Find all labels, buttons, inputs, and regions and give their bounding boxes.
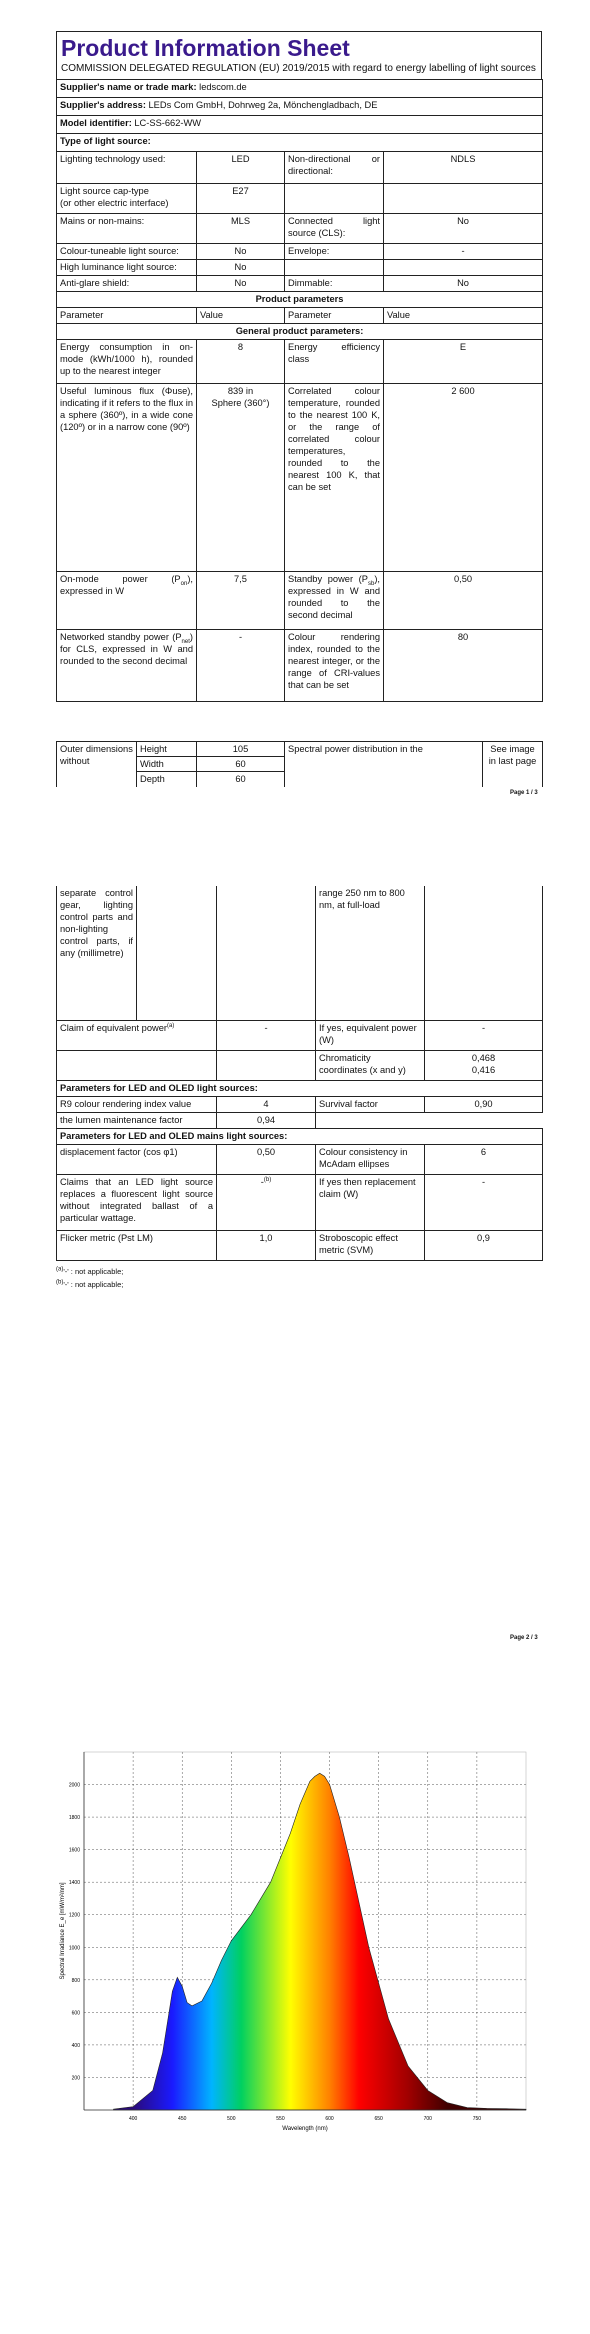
light-source-section: Type of light source: — [57, 134, 543, 152]
spectral-distribution-chart — [54, 1730, 544, 2140]
general-params-section: General product parameters: — [57, 324, 543, 340]
anti-glare-row: Anti-glare shield: No Dimmable: No — [57, 276, 543, 292]
model-identifier: LC-SS-662-WW — [134, 118, 202, 128]
tech-row: Lighting technology used: LED Non-directional or directional: NDLS — [57, 152, 543, 184]
colour-tuneable-row: Colour-tuneable light source: No Envelope: - — [57, 244, 543, 260]
x-tick-label: 750 — [472, 2116, 482, 2122]
x-tick-label: 650 — [374, 2116, 383, 2122]
chromaticity-row: Chromaticity coordinates (x and y) 0,468 0,416 — [57, 1050, 543, 1080]
y-tick-label: 1600 — [68, 1847, 80, 1854]
page-number-2: Page 2 / 3 — [510, 1635, 538, 1641]
high-luminance-row: High luminance light source: No — [57, 260, 543, 276]
x-axis-label: Wavelength (nm) — [282, 2126, 328, 2132]
flicker-row: Flicker metric (Pst LM) 1,0 Stroboscopic effect metric (SVM) 0,9 — [57, 1230, 543, 1260]
networked-row: Networked standby power $(P_{net})$ for CLS, expressed in W and rounded to the second decimal - Colour rendering index, rounded to the nearest integer, or the range of CRI-values that can be set 80 — [57, 630, 543, 702]
width-row: Width 60 — [57, 757, 543, 772]
dimensions-continued-row: separate control gear, lighting control parts and non-lighting control parts, if any (millimetre) range 250 nm to 800 nm, at full-load — [57, 886, 543, 1020]
footnote-a: $^{(a)}$'-' : not applicable; — [56, 1266, 124, 1276]
footnotes — [56, 1265, 542, 1291]
page-1 — [56, 31, 542, 702]
y-tick-label: 1400 — [68, 1880, 80, 1887]
energy-row: Energy consumption in on-mode (kWh/1000 h), rounded up to the nearest integer 8 Energy efficiency class E — [57, 340, 543, 384]
flux-row: Useful luminous flux (Φuse), indicating if it refers to the flux in a sphere (360º), in a wide cone (120º) or in a narrow cone (90º) 839 in Sphere (360°) Correlated colour temperature, rounded to the nearest 100 K, or the range of correlated colour temperatures, rounded to the nearest 100 K, that can be set 2 600 — [57, 384, 543, 572]
depth-row: Depth 60 — [57, 772, 543, 787]
supplier-address: LEDs Com GmbH, Dohrweg 2a, Mönchengladbach, DE — [148, 100, 378, 110]
supplier-address-row: Supplier's address: LEDs Com GmbH, Dohrweg 2a, Mönchengladbach, DE — [57, 98, 543, 116]
y-tick-label: 600 — [71, 2010, 80, 2017]
supplier-name: ledscom.de — [199, 82, 247, 92]
x-tick-label: 450 — [178, 2116, 187, 2122]
y-tick-label: 800 — [71, 1977, 80, 1984]
regulation-subtitle: COMMISSION DELEGATED REGULATION (EU) 2019/2015 with regard to energy labelling of light sources — [61, 63, 536, 74]
y-tick-label: 1800 — [68, 1815, 80, 1822]
y-axis-label: Spectral Irradiance E_e [mW/m²/nm] — [60, 1882, 66, 1980]
y-tick-label: 2000 — [68, 1782, 80, 1789]
sheet-header — [56, 31, 542, 79]
displacement-row: displacement factor (cos φ1) 0,50 Colour consistency in McAdam ellipses 6 — [57, 1144, 543, 1174]
equivalent-power-row: Claim of equivalent power$^{(a)}$ - If yes, equivalent power (W) - — [57, 1020, 543, 1050]
y-tick-label: 1000 — [68, 1945, 80, 1952]
y-tick-label: 400 — [71, 2042, 80, 2049]
chroma-y: 0,416 — [471, 1064, 496, 1075]
lumen-maintenance-row: the lumen maintenance factor 0,94 — [57, 1112, 543, 1128]
power-row: On-mode power $(P_{on})$, expressed in W 7,5 Standby power $(P_{sb})$, expressed in W and rounded to the second decimal 0,50 — [57, 572, 543, 630]
mains-row: Mains or non-mains: MLS Connected light source (CLS): No — [57, 214, 543, 244]
claims-row: Claims that an LED light source replaces a fluorescent light source without integrated ballast of a particular wattage. -$^{(b)}$ If yes then replacement claim (W) - — [57, 1174, 543, 1230]
x-tick-label: 600 — [325, 2116, 334, 2122]
x-tick-label: 500 — [227, 2116, 236, 2122]
x-tick-label: 700 — [423, 2116, 432, 2122]
page-number-1: Page 1 / 3 — [510, 790, 538, 796]
chroma-x: 0,468 — [471, 1052, 496, 1063]
supplier-name-row: Supplier's name or trade mark: ledscom.de — [57, 80, 543, 98]
spectrum-area — [113, 1773, 526, 2110]
params-header-row: Parameter Value Parameter Value — [57, 308, 543, 324]
x-tick-label: 550 — [276, 2116, 285, 2122]
height-row: Outer dimensions without Height 105 Spectral power distribution in the See image in last page — [57, 742, 543, 757]
page-title: Product Information Sheet — [61, 35, 350, 61]
y-tick-label: 1200 — [68, 1912, 80, 1919]
y-tick-label: 200 — [71, 2075, 80, 2082]
model-row: Model identifier: LC-SS-662-WW — [57, 116, 543, 134]
r9-row: R9 colour rendering index value 4 Survival factor 0,90 — [57, 1096, 543, 1112]
product-params-section: Product parameters — [57, 292, 543, 308]
dimensions-block-p1 — [56, 741, 542, 787]
x-tick-label: 400 — [128, 2116, 138, 2122]
info-table — [56, 79, 543, 702]
led-params-section: Parameters for LED and OLED light sources: — [57, 1080, 543, 1096]
cap-row: Light source cap-type (or other electric interface) E27 — [57, 184, 543, 214]
footnote-b: $^{(b)}$'-' : not applicable; — [56, 1279, 124, 1289]
page-2 — [56, 886, 542, 1291]
mains-params-section: Parameters for LED and OLED mains light sources: — [57, 1128, 543, 1144]
